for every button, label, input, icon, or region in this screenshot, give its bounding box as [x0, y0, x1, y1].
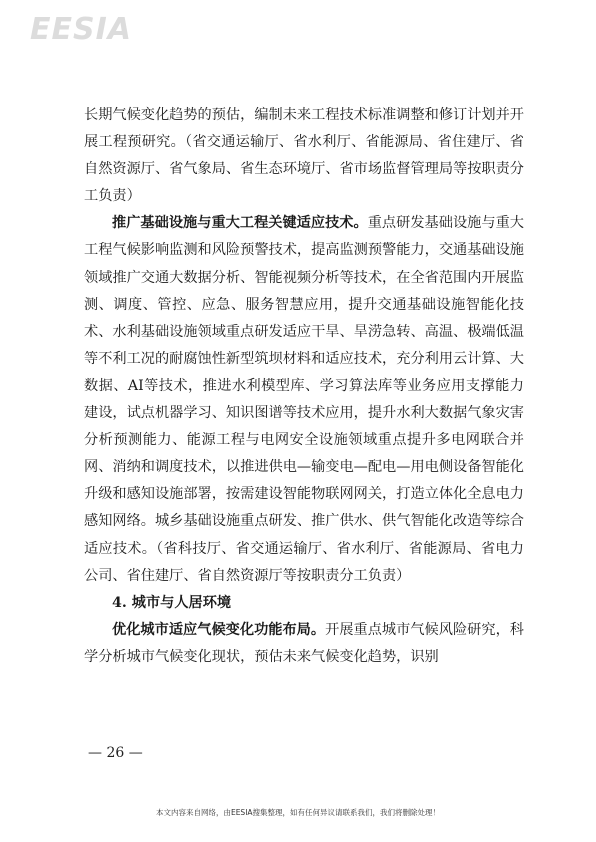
paragraph-lead-bold: 优化城市适应气候变化功能布局。 — [112, 621, 326, 638]
eesia-logo: EESIA — [30, 12, 132, 47]
paragraph-urban — [84, 617, 524, 671]
section-heading: 4. 城市与人居环境 — [112, 594, 232, 611]
page-number: — 26 — — [88, 745, 143, 761]
footer-disclaimer: 本文内容来自网络，由EESIA搜集整理，如有任何异议请联系我们，我们将删除处理！ — [155, 808, 441, 817]
paragraph-body: 重点研发基础设施与重大工程气候影响监测和风险预警技术，提高监测预警能力，交通基础设施领域推广交通大数据分析、智能视频分析等技术，在全省范围内开展监测、调度、管控、应急、服务智慧应用，提升交通基础设施智能化技术、水利基础设施领域重点研发适应干旱、旱涝急转、高温、极端低温等不利工况的耐腐蚀性新型筑坝材料和适应技术，充分利用云计算、大数据、AI等技术，推进水利模型库、学习算法库等业务应用支撑能力建设，试点机器学习、知识图谱等技术应用，提升水利大数据气象灾害分析预测能力、能源工程与电网安全设施领域重点提升多电网联合并网、消纳和调度技术，以推进供电—输变电—配电—用电侧设备智能化升级和感知设施部署，按需建设智能物联网网关，打造立体化全息电力感知网络。城乡基础设施重点研发、推广供水、供气智能化改造等综合适应技术。（省科技厅、省交通运输厅、省水利厅、省能源局、省电力公司、省住建厅、省自然资源厅等按职责分工负责） — [84, 215, 524, 584]
document-body — [84, 102, 524, 671]
paragraph-body: 开展重点城市气候风险研究，科学分析城市气候变化现状，预估未来气候变化趋势，识别 — [84, 621, 524, 665]
paragraph-continued: 长期气候变化趋势的预估，编制未来工程技术标准调整和修订计划并开展工程预研究。（省交通运输厅、省水利厅、省能源局、省住建厅、省自然资源厅、省气象局、省生态环境厅、省市场监督管理局等按职责分工负责） — [84, 107, 524, 205]
paragraph-lead-bold: 推广基础设施与重大工程关键适应技术。 — [112, 215, 368, 232]
paragraph-infrastructure — [84, 210, 524, 589]
